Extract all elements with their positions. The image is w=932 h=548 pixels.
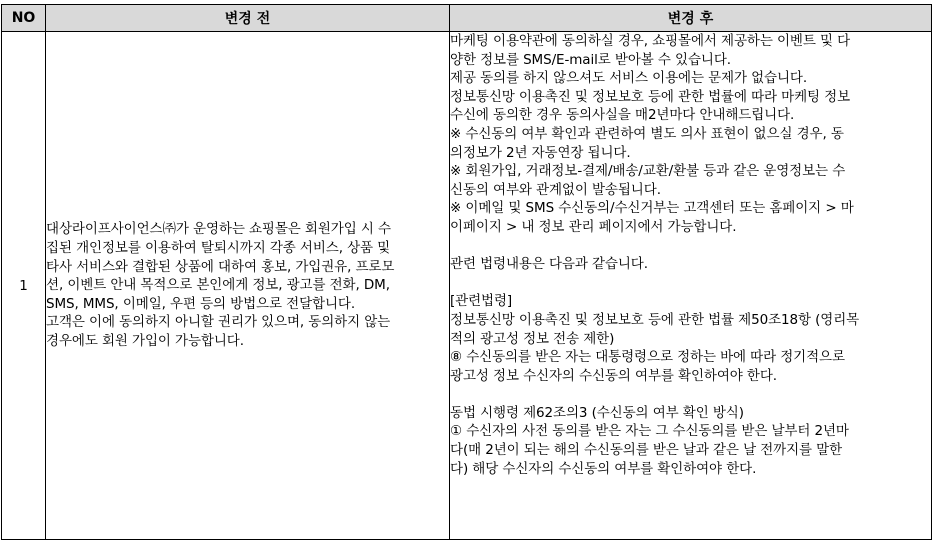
after-cell — [450, 32, 932, 540]
after-text-line: ※ 회원가입, 거래정보-결제/배송/교환/환불 등과 같은 운영정보는 수 — [450, 163, 846, 180]
after-text-line: 양한 정보를 SMS/E-mail로 받아볼 수 있습니다. — [450, 51, 731, 68]
row-number: 1 — [2, 32, 46, 540]
after-text-line: ※ 수신동의 여부 확인과 관련하여 별도 의사 표현이 없으실 경우, 동 — [450, 125, 844, 142]
table-row — [2, 32, 932, 540]
before-text-line: SMS, MMS, 이메일, 우편 등의 방법으로 전달합니다. — [46, 295, 356, 312]
after-text-line: 수신에 동의한 경우 동의사실을 매2년마다 안내해드립니다. — [450, 107, 795, 124]
before-text-line: 대상라이프사이언스㈜가 운영하는 쇼핑몰은 회원가입 시 수 — [46, 221, 391, 238]
before-text-line: 집된 개인정보를 이용하여 탈퇴시까지 각종 서비스, 상품 및 — [46, 240, 391, 257]
after-text-line: 적의 광고성 정보 전송 제한) — [450, 330, 615, 347]
after-text-line: 정보통신망 이용촉진 및 정보보호 등에 관한 법률 제50조18항 (영리목 — [450, 311, 860, 328]
after-text-line: ⑧ 수신동의를 받은 자는 대통령령으로 정하는 바에 따라 정기적으로 — [450, 349, 845, 366]
after-text-line: [관련법령] — [450, 293, 513, 310]
before-cell — [46, 32, 450, 540]
after-text-line: 마케팅 이용약관에 동의하실 경우, 쇼핑몰에서 제공하는 이벤트 및 다 — [450, 33, 851, 49]
after-text-line: 이페이지 > 내 정보 관리 페이지에서 가능합니다. — [450, 218, 737, 235]
after-text-line: 광고성 정보 수신자의 수신동의 여부를 확인하여야 한다. — [450, 367, 777, 384]
header-row — [2, 5, 932, 32]
after-text-line: 제공 동의를 하지 않으셔도 서비스 이용에는 문제가 없습니다. — [450, 70, 808, 87]
before-text-line: 경우에도 회원 가입이 가능합니다. — [46, 332, 244, 349]
after-text-line: 관련 법령내용은 다음과 같습니다. — [450, 256, 648, 273]
comparison-table — [1, 4, 932, 540]
before-text-line: 션, 이벤트 안내 목적으로 본인에게 정보, 광고를 전화, DM, — [46, 277, 390, 294]
after-text-line: ※ 이메일 및 SMS 수신동의/수신거부는 고객센터 또는 홈페이지 > 마 — [450, 200, 854, 217]
after-text-line: 신동의 여부와 관계없이 발송됩니다. — [450, 181, 661, 198]
header-after: 변경 후 — [450, 5, 932, 32]
header-no: NO — [2, 5, 46, 32]
after-text-line — [450, 385, 931, 404]
after-text-line: 정보통신망 이용촉진 및 정보보호 등에 관한 법률에 따라 마케팅 정보 — [450, 88, 851, 105]
after-text-line: ① 수신자의 사전 동의를 받은 자는 그 수신동의를 받은 날부터 2년마 — [450, 423, 849, 440]
after-text-line: 의정보가 2년 자동연장 됩니다. — [450, 144, 631, 161]
after-text-line — [450, 237, 931, 256]
header-before: 변경 전 — [46, 5, 450, 32]
before-text-line: 고객은 이에 동의하지 아니할 권리가 있으며, 동의하지 않는 — [46, 314, 391, 331]
before-text — [46, 220, 449, 350]
after-text-line — [450, 274, 931, 293]
after-text — [450, 32, 931, 539]
after-text-line: 다) 해당 수신자의 수신동의 여부를 확인하여야 한다. — [450, 460, 757, 477]
after-text-line: 동법 시행령 제62조의3 (수신동의 여부 확인 방식) — [450, 404, 744, 421]
after-text-line: 다(매 2년이 되는 해의 수신동의를 받은 날과 같은 날 전까지를 말한 — [450, 442, 843, 459]
before-text-line: 타사 서비스와 결합된 상품에 대하여 홍보, 가입권유, 프로모 — [46, 258, 395, 275]
